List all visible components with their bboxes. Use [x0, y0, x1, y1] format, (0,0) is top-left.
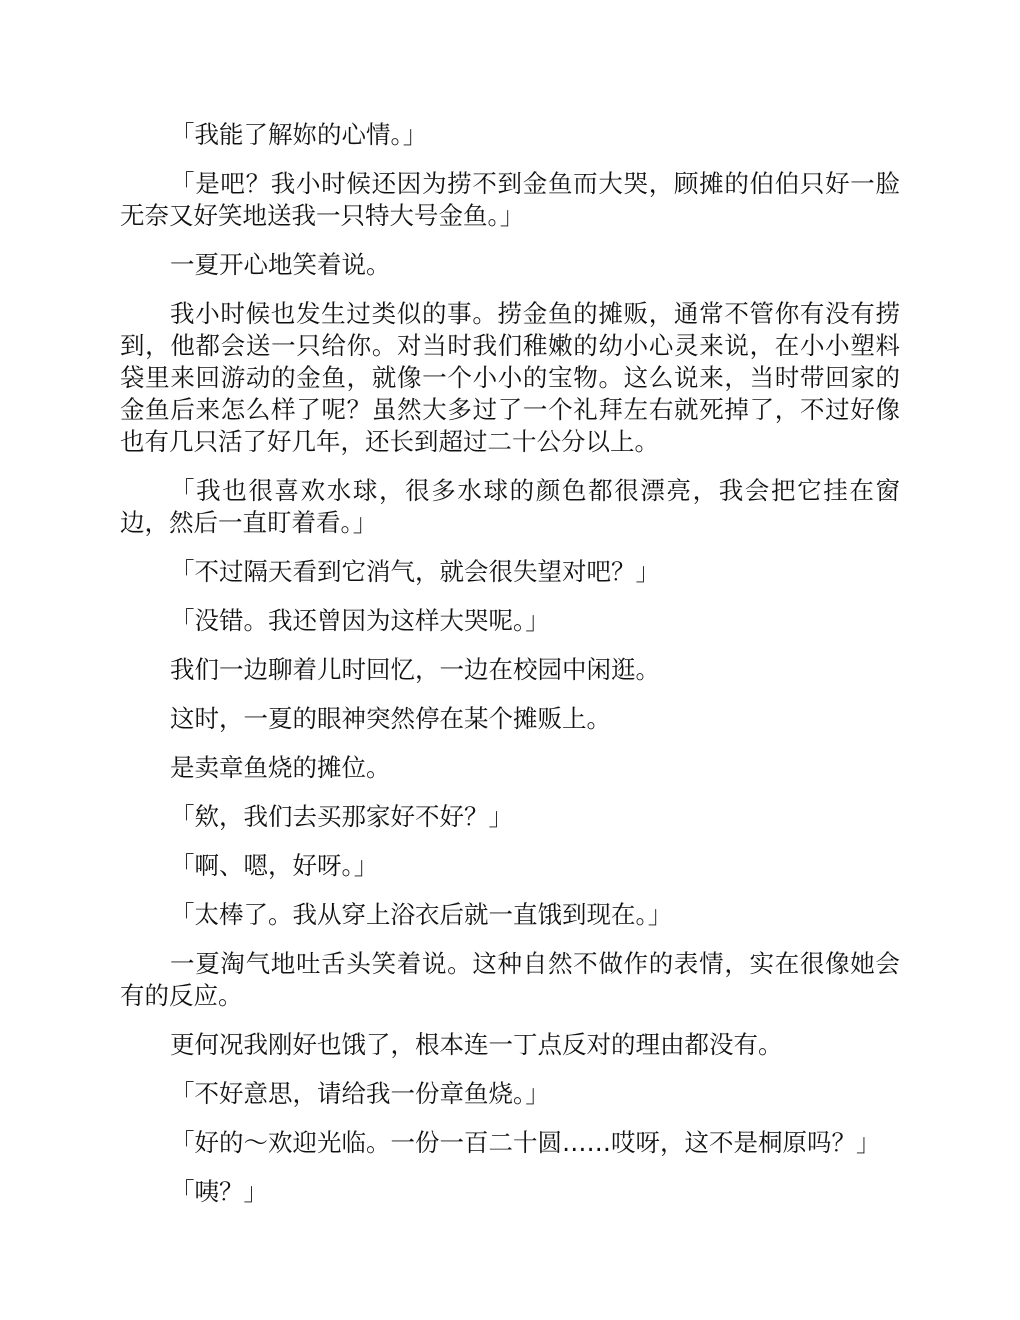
paragraph: 「没错。我还曾因为这样大哭呢。」 [170, 606, 550, 635]
paragraph: 「不好意思，请给我一份章鱼烧。」 [170, 1079, 550, 1108]
paragraph: 「太棒了。我从穿上浴衣后就一直饿到现在。」 [170, 900, 673, 929]
paragraph: 「不过隔天看到它消气，就会很失望对吧？」 [170, 557, 660, 586]
paragraph: 「我能了解妳的心情。」 [170, 120, 428, 149]
paragraph: 更何况我刚好也饿了，根本连一丁点反对的理由都没有。 [170, 1030, 783, 1059]
paragraph: 我小时候也发生过类似的事。捞金鱼的摊贩，通常不管你有没有捞到，他都会送一只给你。对当时我们稚嫩的幼小心灵来说，在小小塑料袋里来回游动的金鱼，就像一个小小的宝物。这么说来，当时带回家的金鱼后来怎么样了呢？虽然大多过了一个礼拜左右就死掉了，不过好像也有几只活了好几年，还长到超过二十公分以上。 [120, 299, 900, 456]
paragraph: 「啊、嗯，好呀。」 [170, 851, 379, 880]
paragraph: 我们一边聊着儿时回忆，一边在校园中闲逛。 [170, 655, 660, 684]
paragraph: 一夏开心地笑着说。 [170, 250, 391, 279]
paragraph: 「我也很喜欢水球，很多水球的颜色都很漂亮，我会把它挂在窗边，然后一直盯着看。」 [120, 476, 900, 537]
paragraph: 一夏淘气地吐舌头笑着说。这种自然不做作的表情，实在很像她会有的反应。 [120, 949, 900, 1010]
paragraph: 「是吧？我小时候还因为捞不到金鱼而大哭，顾摊的伯伯只好一脸无奈又好笑地送我一只特大号金鱼。」 [120, 169, 900, 230]
paragraph: 「欸，我们去买那家好不好？」 [170, 802, 513, 831]
paragraph: 这时，一夏的眼神突然停在某个摊贩上。 [170, 704, 611, 733]
paragraph: 「咦？」 [170, 1177, 268, 1206]
paragraph: 是卖章鱼烧的摊位。 [170, 753, 391, 782]
document-page [120, 119, 900, 1225]
paragraph: 「好的～欢迎光临。一份一百二十圆……哎呀，这不是桐原吗？」 [170, 1128, 881, 1157]
